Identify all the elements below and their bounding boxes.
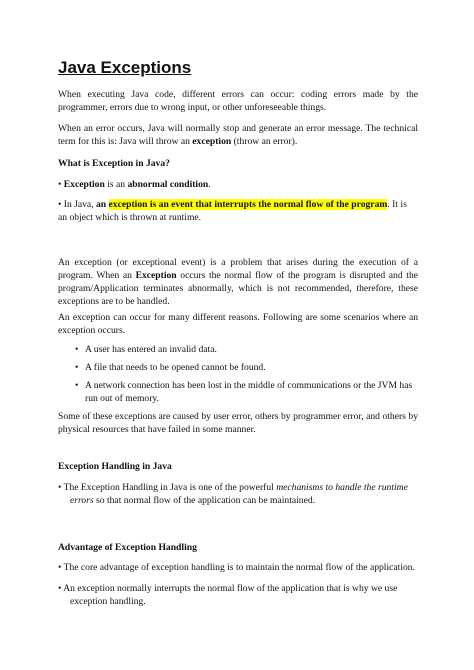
scenario-text: A network connection has been lost in the middle of communications or the JVM has run out of memory. [85,380,413,404]
bullet-glyph: • [58,482,62,493]
advantage-heading: Advantage of Exception Handling [58,542,197,553]
exception-handling-heading: Exception Handling in Java [58,461,172,472]
bullet-glyph: • [75,362,79,373]
b1-text: is an [104,179,128,190]
intro-p2-bold: exception [192,136,232,147]
b2-text: In Java, [61,199,96,210]
list-item [58,361,418,374]
advantage-bullet-1: • The core advantage of exception handling is to maintain the normal flow of the application. [58,562,415,573]
handling-italic: mechanisms to handle the runtime errors [70,482,408,506]
list-item [58,343,418,356]
b1-bold-condition: abnormal condition [127,179,209,190]
bullet-glyph: • [75,380,79,391]
definition-bullet-2 [58,198,418,224]
def-text-end: occurs the normal flow of the program is disrupted and the program/Application terminates abnormally, which is not recommended, therefore, these exceptions are to be handled. [58,270,418,307]
handling-text-end: so that normal flow of the application can be maintained. [93,495,316,506]
highlighted-definition: exception is an event that interrupts the normal flow of the program [108,199,388,210]
definition-bullet-1 [58,178,418,191]
causes-paragraph: Some of these exceptions are caused by user error, others by programmer error, and others by physical resources that have failed in some manner. [58,411,418,435]
bullet-glyph: • [75,344,79,355]
intro-p2-end: (throw an error). [231,136,298,147]
def-text: An exception (or exceptional event) is a problem that arises during the execution of a program. When an [58,257,418,281]
handling-text: The Exception Handling in Java is one of the powerful [61,482,277,493]
handling-bullet [58,481,430,507]
bullet-glyph: • [58,199,62,210]
reasons-intro-paragraph: An exception can occur for many different reasons. Following are some scenarios where an exception occurs. [58,312,418,336]
b1-end: . [208,179,211,190]
scenario-text: A user has entered an invalid data. [85,344,217,355]
exception-definition-paragraph [58,256,418,308]
intro-p2-text: When an error occurs, Java will normally stop and generate an error message. The technical term for this is: Java will throw an [58,123,418,147]
intro-paragraph-1: When executing Java code, different errors can occur: coding errors made by the programmer, errors due to wrong input, or other unforeseeable things. [58,89,418,113]
scenario-text: A file that needs to be opened cannot be found. [85,362,266,373]
b1-bold-exception: Exception [63,179,105,190]
list-item [58,379,418,405]
b2-bold: an [96,199,107,210]
advantage-bullet-2: • An exception normally interrupts the normal flow of the application that is why we use exception handling. [58,583,398,607]
intro-paragraph-2 [58,122,418,148]
def-bold: Exception [135,270,177,281]
b2-end: . It is an object which is thrown at runtime. [58,199,407,223]
what-is-exception-heading: What is Exception in Java? [58,158,170,169]
page-title: Java Exceptions [58,58,192,77]
bullet-glyph: • [58,179,62,190]
scenarios-list [58,343,418,410]
